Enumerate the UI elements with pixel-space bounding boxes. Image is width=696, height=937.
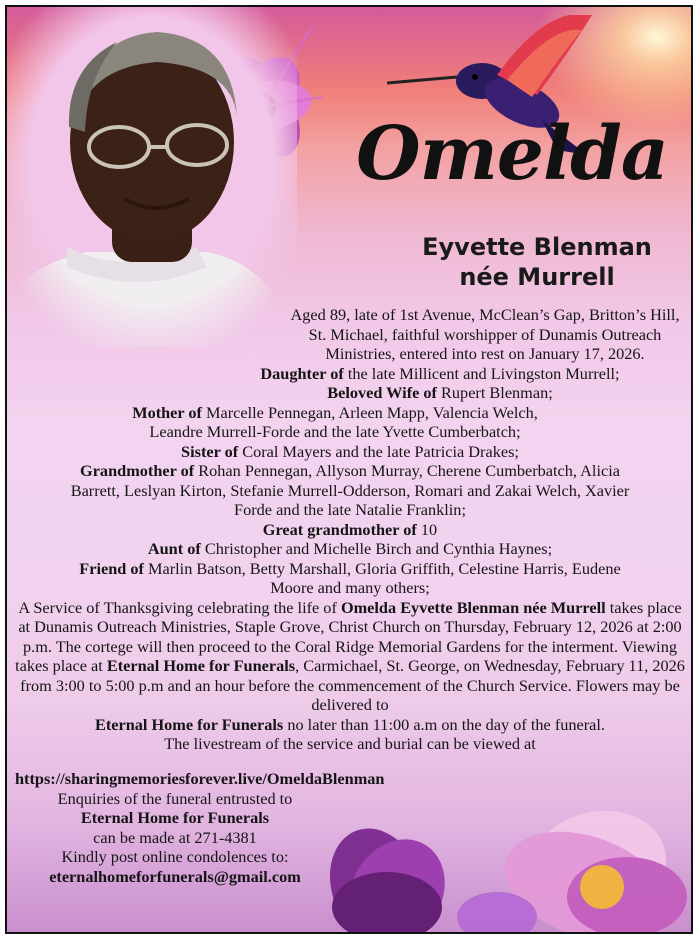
maiden-name-subtitle: née Murrell: [459, 263, 615, 291]
relation-line: [15, 559, 685, 598]
first-name-title: Omelda: [356, 111, 668, 197]
relation-text: Rupert Blenman;: [436, 383, 553, 402]
service-text: , Carmichael, St. George, on Wednesday, February 11, 2026 from 3:00 to 5:00 p.m and an hour before the commencement of the Church Service. Flowers may be delivered to: [20, 656, 685, 714]
relation-label: Mother of: [132, 402, 202, 422]
funeral-home-name: Eternal Home for Funerals: [94, 714, 284, 734]
flower-decoration-bottom: [297, 767, 691, 934]
condolences-email[interactable]: [15, 867, 335, 887]
relation-text: Marlin Batson, Betty Marshall, Gloria Griffith, Celestine Harris, Eudene Moore and many others;: [143, 558, 621, 597]
enquiries-line: Enquiries of the funeral entrusted to: [57, 788, 293, 808]
relation-line: [15, 442, 685, 462]
relation-line: [15, 539, 685, 559]
relation-line: [15, 520, 685, 540]
relation-text: 10: [416, 519, 438, 539]
funeral-home-name: Eternal Home for Funerals: [106, 656, 296, 675]
livestream-url[interactable]: [15, 769, 385, 789]
relation-label: Daughter of: [260, 363, 344, 383]
relation-label: Grandmother of: [80, 461, 195, 480]
relation-label: Sister of: [181, 441, 239, 461]
enquiries-home: [15, 808, 335, 828]
service-text: A Service of Thanksgiving celebrating the life of: [18, 597, 341, 617]
flowers-line: [15, 715, 685, 735]
relation-text: Rohan Pennegan, Allyson Murray, Cherene Cumberbatch, Alicia Barrett, Leslyan Kirton, Stefanie Murrell-Odderson, Romari and Zakai Welch, Xavier Forde and the late Natalie Franklin;: [70, 461, 630, 519]
relation-text: Marcelle Pennegan, Arleen Mapp, Valencia Welch, Leandre Murrell-Forde and the late Yvette Cumberbatch;: [149, 402, 538, 441]
service-text: takes place at Dunamis Outreach Ministries, Staple Grove, Christ Church on Thursday, February 12, 2026 at 2:00 p.m. The cortege will then proceed to the Coral Ridge Memorial Gardens for the interment. Viewing takes place at: [15, 597, 682, 675]
obituary-body: [15, 305, 685, 754]
enquiries-phone: can be made at 271-4381: [93, 827, 257, 847]
livestream-text: The livestream of the service and burial can be viewed at: [164, 734, 536, 753]
relation-label: Beloved Wife of: [327, 383, 437, 402]
email-link[interactable]: eternalhomeforfunerals@gmail.com: [49, 866, 301, 886]
relation-line: [15, 403, 685, 442]
flowers-text: no later than 11:00 a.m on the day of the funeral.: [283, 714, 606, 734]
relation-label: Aunt of: [147, 539, 201, 558]
deceased-full-name: Omelda Eyvette Blenman née Murrell: [340, 597, 606, 617]
relation-text: Coral Mayers and the late Patricia Drakes;: [238, 441, 519, 461]
full-name-subtitle: Eyvette Blenman: [422, 233, 652, 261]
relation-line: [15, 461, 685, 520]
relation-line: [15, 383, 685, 403]
obituary-card: [5, 5, 693, 934]
livestream-link[interactable]: https://sharingmemoriesforever.live/OmeldaBlenman: [15, 769, 385, 788]
funeral-home-name: Eternal Home for Funerals: [80, 808, 270, 827]
service-paragraph: [15, 598, 685, 715]
enquiries-block: [15, 769, 385, 886]
relation-line: [15, 364, 685, 384]
relation-text: the late Millicent and Livingston Murrell;: [343, 363, 620, 383]
relation-label: Great grandmother of: [262, 519, 417, 539]
condolences-line: Kindly post online condolences to:: [61, 847, 289, 866]
intro-paragraph: Aged 89, late of 1st Avenue, McClean’s Gap, Britton’s Hill, St. Michael, faithful worshipper of Dunamis Outreach Ministries, entered into rest on January 17, 2026.: [290, 305, 680, 363]
relation-text: Christopher and Michelle Birch and Cynthia Haynes;: [200, 539, 553, 558]
portrait-photo: [7, 7, 297, 347]
relation-label: Friend of: [79, 558, 144, 578]
